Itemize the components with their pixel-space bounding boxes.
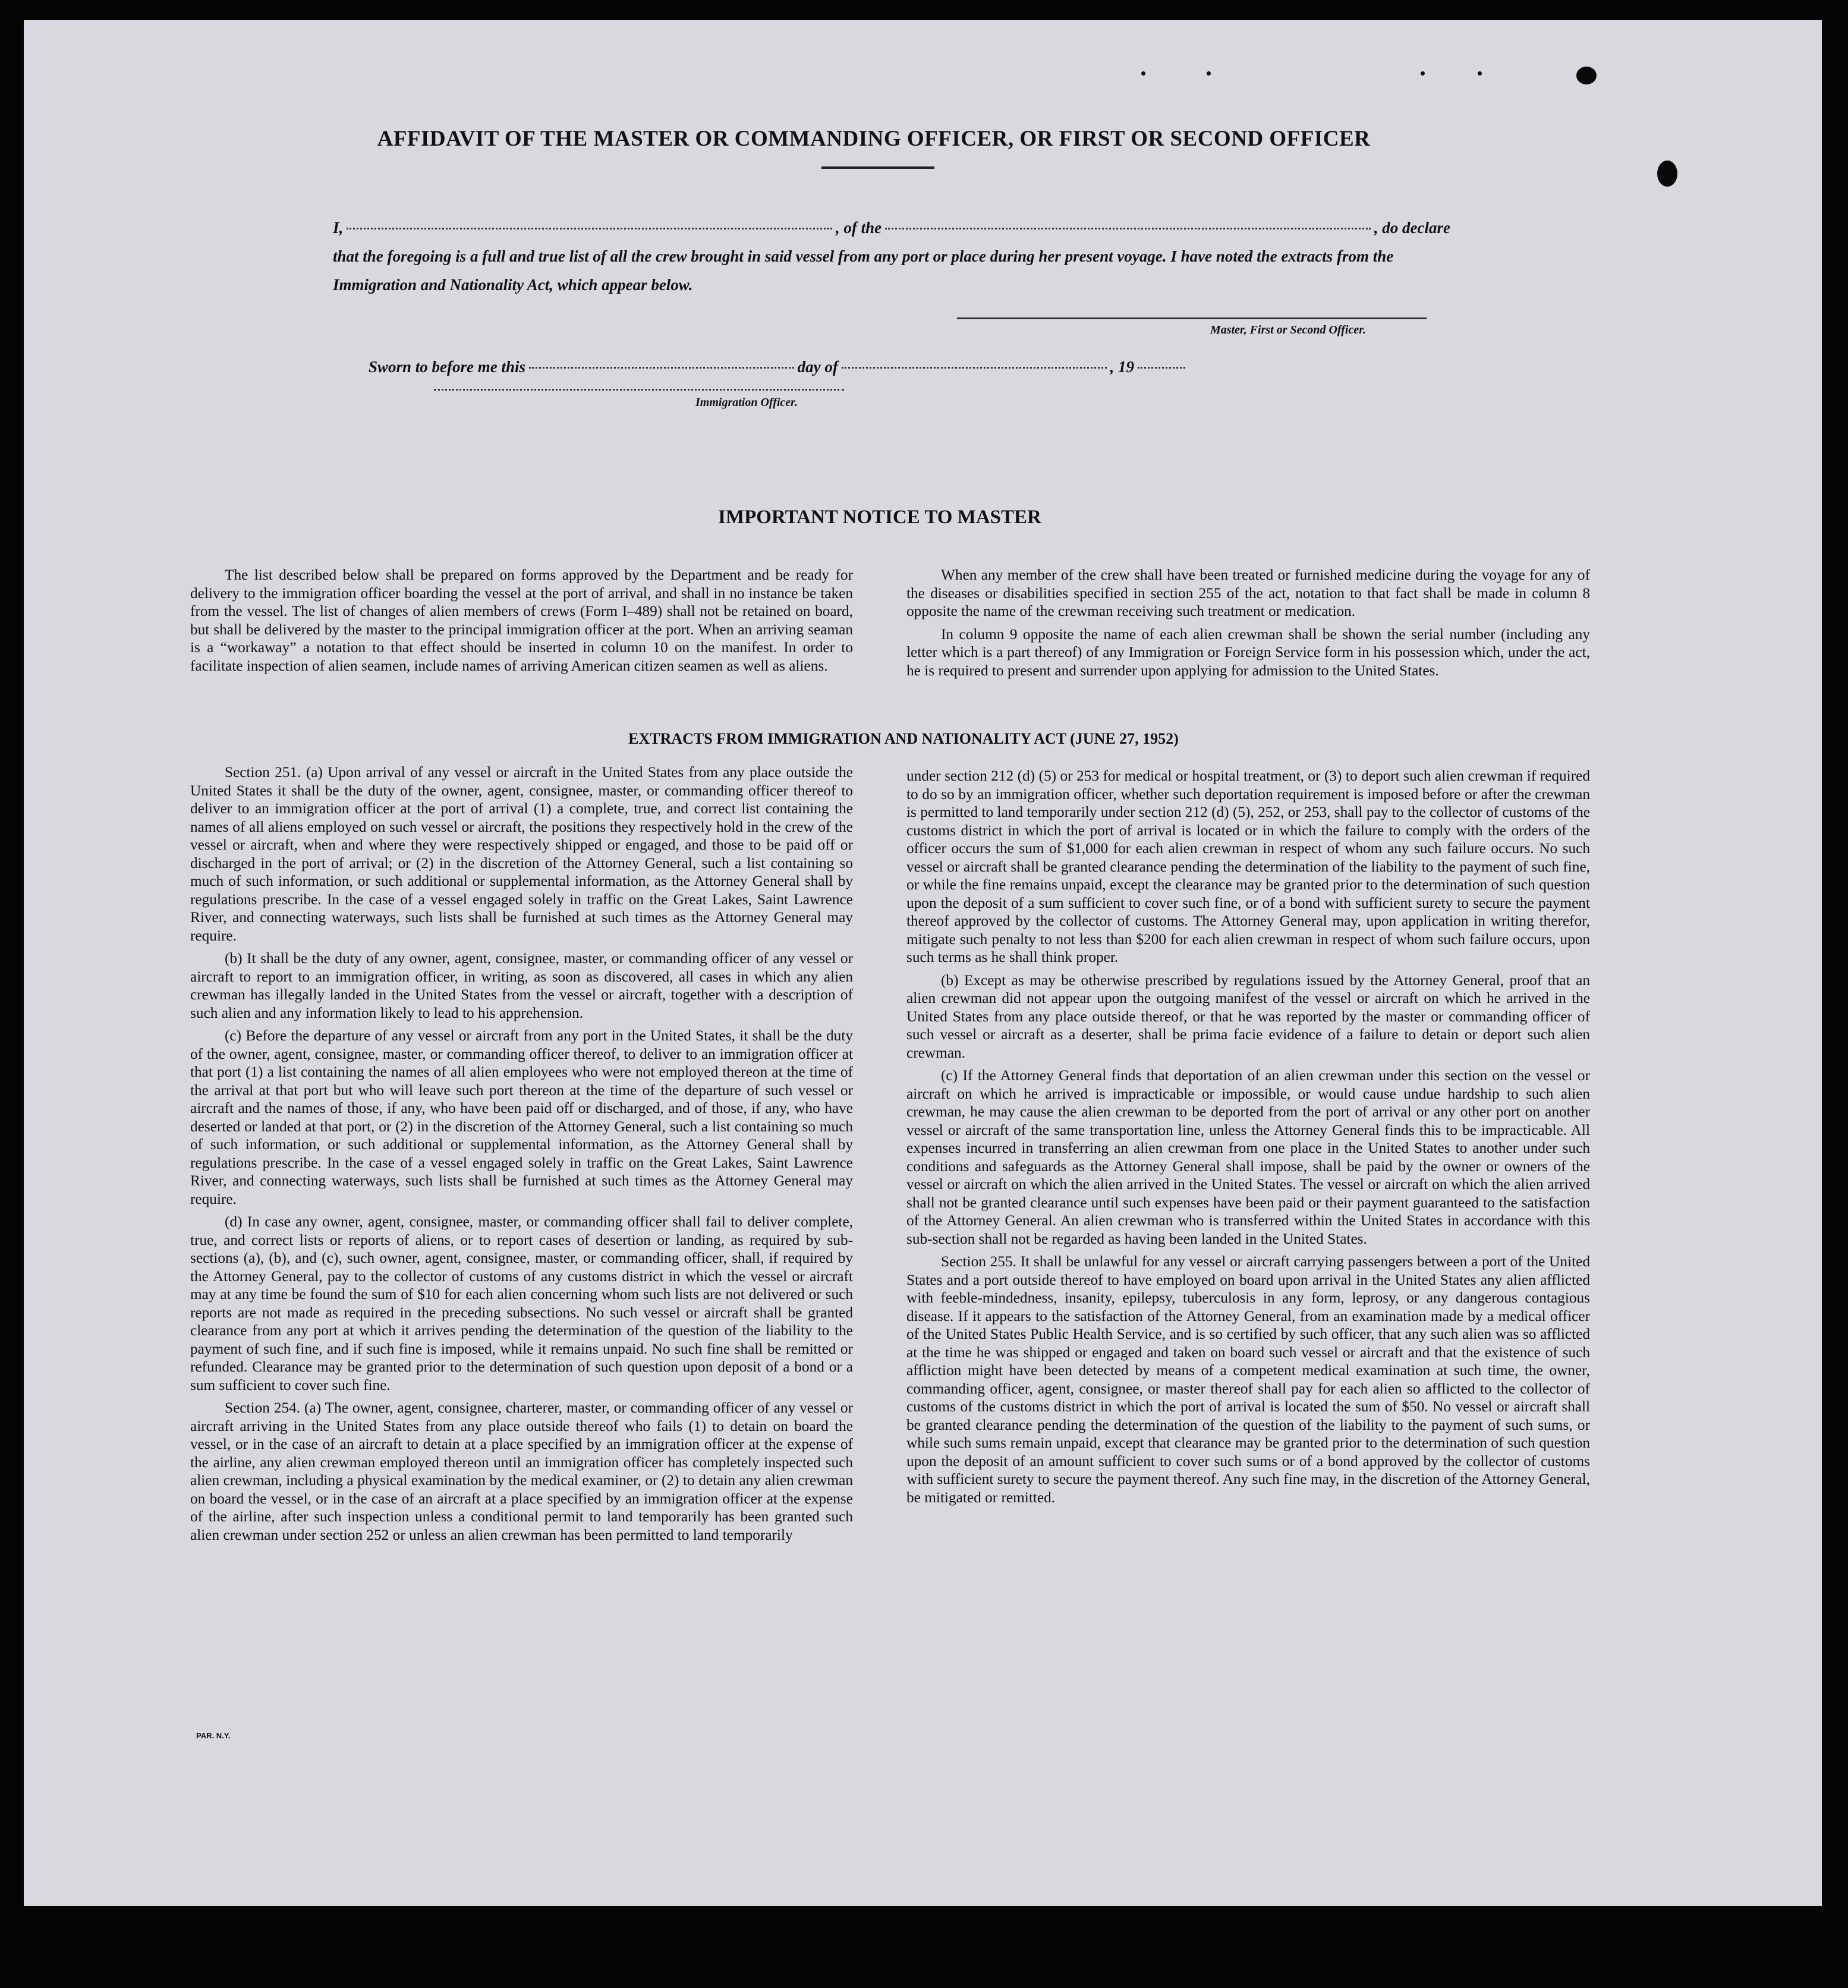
sworn-day-blank[interactable]: [529, 367, 794, 369]
sworn-line: [369, 358, 1189, 376]
notice-title: IMPORTANT NOTICE TO MASTER: [718, 507, 1041, 528]
day-of-label: day of: [797, 358, 838, 376]
section-254a: Section 254. (a) The owner, agent, consignee, charterer, master, or commanding officer of any vessel or aircraft arriving in the United States from any place outside thereof who fails (1) to detain on board the vessel, or in the case of an aircraft to detain at a place specified by an immigration officer at the expense of the airline, any alien crewman employed thereon until an immigration officer has completely inspected such alien crewman, including a physical examination by the medical examiner, or (2) to detain any alien crewman on board the vessel, or in the case of an aircraft at a place specified by an immigration officer at the expense of the airline, after such inspection unless a conditional permit to land temporarily has been granted such alien crewman under section 252 or unless an alien crewman has been permitted to land temporarily: [190, 1399, 853, 1543]
printer-mark: PAR. N.Y.: [196, 1731, 231, 1740]
section-255: Section 255. It shall be unlawful for any vessel or aircraft carrying passengers between a port of the United States and a port outside thereof to have employed on board upon arrival in the United States any alien afflicted with feeble-mindedness, insanity, epilepsy, tuberculosis in any form, leprosy, or any dangerous contagious disease. If it appears to the satisfaction of the Attorney General, from an examination made by a medical officer of the United States Public Health Service, and is so certified by such officer, that any such alien was so afflicted at the time he was shipped or engaged and taken on board such vessel or aircraft and that the existence of such affliction might have been detected by means of a competent medical examination at such time, the owner, commanding officer, agent, consignee, or master thereof shall pay for each alien so afflicted to the collector of customs of the customs district in which the port of arrival is located the sum of $50. No vessel or aircraft shall be granted clearance pending the determination of the question of the liability to the payment of such sums, or while such sums remain unpaid, except that clearance may be granted prior to the determination of such question upon the deposit of an amount sufficient to cover such sums or of a bond approved by the collector of customs with sufficient surety to secure the payment thereof. Any such fine may, in the discretion of the Attorney General, be mitigated or remitted.: [906, 1253, 1590, 1506]
section-251a: Section 251. (a) Upon arrival of any vessel or aircraft in the United States from any place outside the United States it shall be the duty of the owner, agent, consignee, master, or commanding officer thereof to deliver to an immigration officer at the port of arrival (1) a complete, true, and correct list containing the names of all aliens employed on such vessel or aircraft, the positions they respectively hold in the crew of the vessel or aircraft, when and where they were respectively shipped or engaged, and those to be paid off or discharged in the port of arrival; or (2) in the discretion of the Attorney General, such a list containing so much of such information, or such additional or supplemental information, as the Attorney General shall by regulations prescribe. In the case of a vessel engaged solely in traffic on the Great Lakes, Saint Lawrence River, and connecting waterways, such lists shall be furnished at such times as the Attorney General may require.: [190, 764, 853, 944]
sworn-year-blank[interactable]: [1138, 367, 1185, 369]
section-251d: (d) In case any owner, agent, consignee, master, or commanding officer shall fail to deliver complete, true, and correct lists or reports of aliens, or to report cases of desertion or landing, as required by sub-sections (a), (b), and (c), such owner, agent, consignee, master, or commanding officer, shall, if required by the Attorney General, pay to the collector of customs of any customs district in which the vessel or aircraft may at any time be found the sum of $10 for each alien concerning whom such lists are not delivered or such reports are not made as required in the preceding subsections. No such vessel or aircraft shall be granted clearance from any port at which it arrives pending the determination of the question of the liability to the payment of such fine, and if such fine is imposed, while it remains unpaid. No such fine shall be remitted or refunded. Clearance may be granted prior to the determination of such question upon deposit of a bond or a sum sufficient to cover such fine.: [190, 1213, 853, 1394]
section-251b: (b) It shall be the duty of any owner, agent, consignee, master, or commanding officer of any vessel or aircraft to report to an immigration officer, in writing, as soon as discovered, all cases in which any alien crewman has illegally landed in the United States from the vessel or aircraft, together with a description of such alien and any information likely to lead to his apprehension.: [190, 950, 853, 1021]
decl-of-the-label: , of the: [835, 219, 882, 237]
extracts-right-column: [906, 767, 1590, 1511]
sworn-month-blank[interactable]: [842, 367, 1107, 369]
notice-left-column: [190, 566, 853, 680]
section-254b: (b) Except as may be otherwise prescribed by regulations issued by the Attorney General, proof that an alien crewman did not appear upon the outgoing manifest of the vessel or aircraft on which he arrived in the United States from any place outside thereof, or that he was reported by the master or commanding officer of such vessel or aircraft as a deserter, shall be prima facie evidence of a failure to detain or deport such alien crewman.: [906, 971, 1590, 1061]
decl-i-label: I,: [333, 219, 344, 237]
decl-do-declare-label: , do declare: [1374, 219, 1451, 237]
declaration: [333, 213, 1450, 299]
vessel-blank[interactable]: [885, 228, 1371, 229]
notice-paragraph: The list described below shall be prepared on forms approved by the Department and be ready for delivery to the immigration officer boarding the vessel at the port of arrival, and shall in no instance be taken from the vessel. The list of changes of alien members of crews (Form I–489) shall not be retained on board, but shall be delivered by the master to the principal immigration officer at the port. When an arriving seaman is a “workaway” a notation to that effect should be inserted in column 10 on the manifest. In order to facilitate inspection of alien seamen, include names of arriving American citizen seamen as well as aliens.: [190, 567, 853, 674]
notice-paragraph: In column 9 opposite the name of each alien crewman shall be shown the serial number (including any letter which is a part thereof) of any Immigration or Foreign Service form in his possession which, under the act, he is required to present and surrender upon applying for admission to the United States.: [906, 625, 1590, 679]
ink-speck: [1478, 71, 1482, 76]
ink-speck: [1657, 161, 1677, 187]
declaration-text: that the foregoing is a full and true list of all the crew brought in said vessel from any port or place during her present voyage. I have noted the extracts from the Immigration and Nationality Act, which appear below.: [333, 247, 1394, 294]
ink-speck: [1207, 71, 1211, 76]
section-254c: (c) If the Attorney General finds that deportation of an alien crewman under this section on the vessel or aircraft on which he arrived is impracticable or impossible, or would cause undue hardship to such alien crewman, he may cause the alien crewman to be deported from the port of arrival or any other port on another vessel or aircraft of the same transportation line, unless the Attorney General finds this to be impracticable. All expenses incurred in transferring an alien crewman from one place in the United States to another under such conditions and safeguards as the Attorney General shall impose, shall be paid by the owner or owners of the vessel or aircraft on which the alien arrived in the United States. The vessel or aircraft on which the alien arrived shall not be granted clearance until such expenses have been paid or their payment guaranteed to the satisfaction of the Attorney General. An alien crewman who is transferred within the United States in accordance with this sub-section shall not be regarded as having been landed in the United States.: [906, 1067, 1590, 1247]
year-prefix-label: , 19: [1110, 358, 1135, 376]
name-blank[interactable]: [347, 228, 832, 229]
section-254a-continued: under section 212 (d) (5) or 253 for medical or hospital treatment, or (3) to deport such alien crewman if required to do so by an immigration officer, whether such deportation requirement is imposed before or after the crewman is permitted to land temporarily under section 212 (d) (5), 252, or 253, shall pay to the collector of customs of the customs district in which the port of arrival is located or in which the failure to comply with the orders of the officer occurs the sum of $1,000 for each alien crewman in respect of whom any such failure occurs. No such vessel or aircraft shall be granted clearance pending the determination of the liability to the payment of such fine, or while the fine remains unpaid, except the clearance may be granted prior to the determination of such question upon the deposit of a sum sufficient to cover such fine, or of a bond with sufficient surety to secure the payment thereof approved by the collector of customs. The Attorney General may, upon application in writing therefor, mitigate such penalty to not less than $200 for each alien crewman in respect of whom such failure occurs, upon such terms as he shall think proper.: [906, 767, 1590, 965]
officer-signature-line[interactable]: [434, 389, 844, 391]
notice-right-column: [906, 566, 1590, 684]
ink-speck: [1421, 71, 1425, 76]
notice-paragraph: When any member of the crew shall have been treated or furnished medicine during the voyage for any of the diseases or disabilities specified in section 255 of the act, notation to that fact shall be made in column 8 opposite the name of the crewman receiving such treatment or medication.: [906, 567, 1590, 619]
document-page: [24, 20, 1822, 1906]
master-signature-line[interactable]: [957, 317, 1427, 319]
sworn-label: Sworn to before me this: [369, 358, 526, 376]
affidavit-title: AFFIDAVIT OF THE MASTER OR COMMANDING OFFICER, OR FIRST OR SECOND OFFICER: [377, 127, 1371, 151]
extracts-left-column: [190, 763, 853, 1549]
extracts-title: EXTRACTS FROM IMMIGRATION AND NATIONALITY ACT (JUNE 27, 1952): [628, 730, 1179, 747]
ink-speck: [1141, 71, 1145, 76]
master-caption: Master, First or Second Officer.: [1210, 323, 1366, 336]
ink-speck: [1576, 67, 1597, 84]
section-251c: (c) Before the departure of any vessel or aircraft from any port in the United States, it shall be the duty of the owner, agent, consignee, master, or commanding officer thereof, to deliver to an immigration officer at that port (1) a list containing the names of all alien employees who were not employed thereon at the time of the arrival at that port but who will leave such port thereon at the time of the departure of such vessel or aircraft and the names of those, if any, who have been paid off or discharged, and of those, if any, who have deserted or landed at that port, or (2) in the discretion of the Attorney General, such a list containing so much of such information, or such additional or supplemental information, as the Attorney General shall by regulations prescribe. In the case of a vessel engaged solely in traffic on the Great Lakes, Saint Lawrence River, and connecting waterways, such lists shall be furnished at such times as the Attorney General may require.: [190, 1027, 853, 1207]
title-rule: [821, 166, 934, 169]
officer-caption: Immigration Officer.: [695, 396, 798, 409]
